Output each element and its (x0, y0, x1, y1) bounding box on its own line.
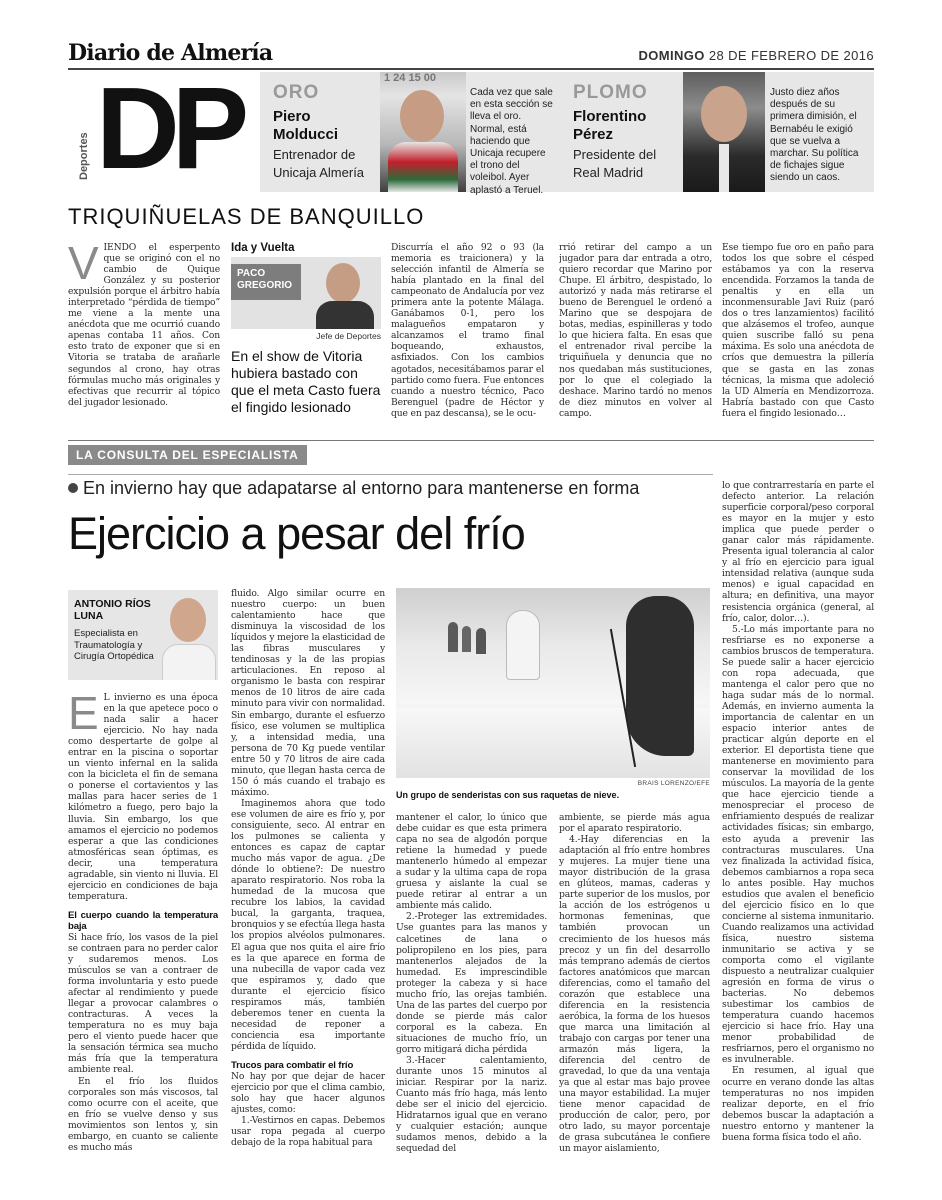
feature-text-5 (722, 480, 874, 1186)
kicker-rule (68, 474, 713, 475)
plomo-name-first: Florentino (573, 108, 647, 125)
section-vertical-label: Deportes (78, 132, 90, 180)
feature-paragraph-13: lo que contrarrestaría en parte el defecto anterior. La relación superficie corporal/peso corporal es mayor en la mujer y esto implica que puede perder o ganar calor más rápidamente. Presenta igual tolerancia al calor y al frío en ejercicio para igual intensidad relativa (aunque suda menos) e igual capacidad en altura; en definitiva, una mayor resistencia orgánica (general, al frío, calor, dolor…). (722, 480, 874, 624)
feature-author-face (170, 598, 206, 642)
hiker-1 (448, 622, 458, 652)
hiker-3 (476, 628, 486, 654)
feature-title-main: Ejercicio a pesar del (68, 508, 453, 559)
hiker-white-cape (506, 610, 540, 680)
column-section: Ida y Vuelta (231, 242, 295, 254)
feature-paragraph-8: mantener el calor, lo único que debe cuidar es que esta primera capa no sea de algodón porque retiene la humedad y puede mantenerlo húmedo al empezar a sudar y la ultima capa de ropa gruesa y aislante la cual se puede retirar al entrar a un ambiente más calido. (396, 812, 547, 912)
feature-subhead (68, 478, 639, 499)
feature-title-bold: frío (463, 508, 525, 559)
weekday: DOMINGO (638, 48, 705, 63)
feature-paragraph-14: 5.-Lo más importante para no resfriarse es no exponerse a cambios bruscos de temperatura. Se puede salir a hacer ejercicio con ropa adecuada, que mantenga el calor pero que no haga sudar más de lo normal. Además, en invierno aumenta la importancia de calentar en un espacio interior antes de practicar algún deporte en el exterior. El deportista tiene que mantenerse en movimiento para conservar la movilidad de los músculos. La mayoría de la gente que hace ejercicio tiende a menospreciar el proceso de enfriamiento después de realizar actividades físicas; sin embargo, esto ayuda a prevenir las contracturas musculares. Una vez finalizada la actividad física, debemos cambiarnos a ropa seca lo antes posible. Hay muchos estudios que avalen el beneficio del ejercicio físico en lo que concierne al sistema inmunitario. Cuando realizamos una actividad física, nuestro sistema inmunitario se activa y se comporta como el vigilante dispuesto a neutralizar cualquier agresión en forma de virus o bacterias. No debemos subestimar los cambios de temperatura cuando hacemos ejercicio si hace frío. Hay una menor probabilidad de resfriarnos, pero el organismo no es invulnerable. (722, 623, 874, 1066)
feature-author-photo (158, 590, 218, 680)
plomo-name (573, 108, 646, 144)
oro-name-last: Molducci (273, 126, 339, 143)
plomo-name-last: Pérez (573, 126, 614, 143)
feature-text-2 (231, 588, 385, 1162)
plomo-text: Justo diez años después de su primera dimisión, el Bernabéu le exigió que se vuelva a marchar. Su política de fichajes sigue siendo un caos. (770, 87, 859, 184)
column-text-2 (391, 242, 544, 427)
section-divider (68, 440, 874, 441)
feature-author-coat (162, 644, 216, 680)
oro-role (273, 146, 364, 182)
feature-kicker: LA CONSULTA DEL ESPECIALISTA (68, 445, 307, 465)
feature-author-role: Especialista en Traumatología y Cirugía Ortopédica (74, 628, 154, 662)
feature-paragraph-10: 3.-Hacer calentamiento, durante unos 15 minutos al iniciar. Respirar por la nariz. Cuanto más frío haga, más lento debe ser el inicio del ejercicio. Hidratarnos igual que en verano y cualquier estación; aunque sudamos menos, debido a la sequedad del (396, 1055, 547, 1155)
column-text-1 (68, 242, 220, 427)
feature-paragraph-6: No hay por que dejar de hacer ejercicio por que el clima cambio, solo hay que hacer algunos ajustes, como: (231, 1070, 385, 1116)
oro-role-line2: Unicaja Almería (273, 165, 365, 180)
feature-paragraph-4: fluido. Algo similar ocurre en nuestro cuerpo: un buen calentamiento hace que disminuya la viscosidad de los líquidos y mejore la elasticidad de las fibras musculares y tendinosas y la de las propias articulaciones. En reposo al organismo le basta con respirar menos de 10 litros de aire cada minuto para vivir con normalidad. Sin embargo, durante el esfuerzo físico, ese volumen se multiplica y, a intensidad media, una persona de 70 Kg puede ventilar entre 50 y 70 litros de aire cada minuto, que llegan hasta cerca de 150 ó más cuando el trabajo es máximo. (231, 588, 385, 798)
oro-text: Cada vez que sale en esta sección se lleva el oro. Normal, está haciendo que Unicaja recupere el trono del voleibol. Ayer aplastó a Teruel. (470, 87, 553, 196)
issue-date (638, 48, 874, 63)
feature-paragraph-2: Si hace frío, los vasos de la piel se contraen para no perder calor y sudaremos menos. Los músculos se van a contraer de forma involuntaria y esto puede afectar al rendimiento y puede llegar a provocar calambres o contracturas. A veces la temperatura no es muy baja pero el viento puede hacer que la sensación térmica sea mucho más fría que la temperatura ambiente real. (68, 931, 218, 1076)
feature-text-4 (559, 812, 710, 1162)
snow-photo (396, 588, 710, 778)
plomo-label: PLOMO (573, 82, 648, 103)
feature-author-name: ANTONIO RÍOS LUNA (74, 598, 151, 622)
oro-photo-scoreboard: 1 24 15 00 (384, 72, 436, 84)
oro-label: ORO (273, 82, 320, 103)
column-title: TRIQUIÑUELAS DE BANQUILLO (68, 204, 425, 229)
newspaper-logo: Diario de Almería (68, 40, 273, 66)
column-paragraph-3: rrió retirar del campo a un jugador para dar entrada a otro, quiero recordar que Marino por Chupe. El árbitro, despistado, lo autorizó y nada más retirarse el bueno de Berenguel le ordenó a Marino que se despojara de botas, medias, espinilleras y todo lo que hiciera falta. En esas que el entrenador rival percibe la triquiñuela y denuncia que no nos quedaban más sustituciones, por lo que el colegiado la deshace. Marino tardó no menos de diez minutos en volver al campo. (559, 242, 712, 419)
oro-name (273, 108, 338, 144)
oro-face (400, 90, 444, 142)
oro-photo (380, 72, 466, 192)
feature-title (68, 508, 525, 560)
feature-text-3 (396, 812, 547, 1162)
photo-caption: Un grupo de senderistas con sus raquetas de nieve. (396, 790, 620, 800)
plomo-photo (683, 72, 765, 192)
feature-paragraph-9: 2.-Proteger las extremidades. Use guantes para las manos y calcetines de lana o polipropileno en los pies, para mantenerlos alejados de la humedad. Es imprescindible proteger la cabeza y si hace mucho frío, las orejas también. Una de las partes del cuerpo por donde se pierde más calor corporal es la cabeza. En situaciones de mucho frío, un gorro mitigará dicha pérdida (396, 911, 547, 1055)
plomo-role (573, 146, 656, 182)
plomo-role-line1: Presidente del (573, 147, 657, 162)
feature-paragraph-12: 4.-Hay diferencias en la adaptación al frío entre hombres y mujeres. La mujer tiene una mayor distribución de la grasa en glúteos, mamas, caderas y parte superior de los muslos, por la acción de los estrógenos u hormonas femeninas, que también provocan un crecimiento de los huesos más precoz y un fin del desarrollo más temprano además de ciertos factores anatómicos que marcan diferencias, como el tamaño del corazón que establece una diferencia en la resistencia aeróbica, la forma de los huesos que marca una limitación al trabajo con cargas por tener una armazón más ligera, la diferencia del centro de gravedad, lo que da una ventaja ya que al estar mas bajo provee una mayor estabilidad. La mujer tiene menor capacidad de producción de calor, pero, por otro lado, su mayor porcentaje de grasa subcutánea le confiere un mayor aislamiento, (559, 834, 710, 1155)
plomo-face (701, 86, 747, 142)
author-last-name: GREGORIO (237, 280, 293, 291)
feature-text-1 (68, 692, 218, 1162)
oro-name-first: Piero (273, 108, 311, 125)
author-photo (310, 257, 380, 329)
feature-paragraph-11: ambiente, se pierde más agua por el aparato respiratorio. (559, 812, 710, 835)
column-paragraph-1: IENDO el esperpento que se originó con el no cambio de Quique González y su posterior expulsión porque el árbitro había interpretado “pérdida de tiempo” me viene a la mente una anécdota que me ocurrió cuando apenas contaba 11 años. Con esto trato de exponer que si en Vitoria se trataba de arañarle segundos al crono, hay otras fórmulas mucho más originales y efectivas que recurrir al tópico del jugador lesionado. (68, 242, 220, 408)
feature-subhead-text: En invierno hay que adapatarse al entorno para mantenerse en forma (83, 478, 640, 498)
feature-subheading-2: Trucos para combatir el frío (231, 1059, 354, 1071)
feature-dropcap: E (68, 692, 99, 739)
column-pull-quote: En el show de Vitoria hubiera bastado con que el meta Casto fuera el fingido lesionado (231, 348, 381, 415)
author-first-name: PACO (237, 268, 266, 279)
feature-paragraph-1: L invierno es una época en la que apetece poco o nada salir a hacer ejercicio. No hay nada como despertarte de golpe al entrar en la piscina o soportar un viento infernal en la salida con la bicicleta el fin de semana o ponerse el cortavientos y las mallas para hacer series de 1 kilómetro a fuego, pero bajo la lluvia. Sin embargo, los que amamos el ejercicio no podemos esperar a que las condiciones atmosféricas sean óptimas, es decir, una temperatura agradable, sin viento ni lluvia. El ejercicio en condiciones de baja temperatura. (68, 692, 218, 902)
author-jacket (316, 301, 374, 329)
plomo-shirt (719, 144, 729, 192)
feature-paragraph-7: 1.-Vestirnos en capas. Debemos usar ropa pegada al cuerpo debajo de la ropa habitual para (231, 1115, 385, 1149)
feature-subheading-1: El cuerpo cuando la temperatura baja (68, 909, 218, 932)
hiker-dark-cape (626, 596, 694, 756)
oro-role-line1: Entrenador de (273, 147, 356, 162)
hiker-2 (462, 626, 471, 652)
author-name-badge (231, 264, 301, 300)
plomo-role-line2: Real Madrid (573, 165, 644, 180)
date: 28 DE FEBRERO DE 2016 (708, 48, 874, 63)
section-logo: DP (96, 63, 242, 193)
photo-credit: BRAIS LORENZO/EFE (637, 780, 710, 787)
author-face (326, 263, 360, 303)
feature-paragraph-15: En resumen, al igual que ocurre en verano donde las altas temperaturas no nos impiden realizar deporte, en el frío debemos buscar la adaptación a nuestro entorno y mantener la buena forma física todo el año. (722, 1065, 874, 1143)
feature-paragraph-3: En el frío los fluidos corporales son más viscosos, tal como ocurre con el aceite, que en frío se vuelve denso y sus movimientos son lentos y, sin embargo, en cuanto se caliente es mucho más (68, 1075, 218, 1153)
column-dropcap: V (68, 242, 99, 289)
column-paragraph-4: Ese tiempo fue oro en paño para todos los que sobre el césped estábamos ya con la reserva encendida. Forzamos la tanda de penaltis y en ella un inconmensurable Javi Ruiz (paró dos o tres lanzamientos) facilitó que alzásemos el trofeo, aunque quien suscribe falló su pena máxima. Es solo una anécdota de críos que demuestra la pillería que se gasta en las zonas técnicas, la misma que adoleció la UD Almería en Mendizorroza. Habría bastado con que Casto fuera el fingido lesionado… (722, 242, 874, 419)
author-role: Jefe de Deportes (316, 331, 381, 341)
column-text-3 (559, 242, 712, 427)
oro-shirt (388, 142, 458, 192)
column-paragraph-2: Discurría el año 92 o 93 (la memoria es traicionera) y la selección infantil de Almería se había plantado en la final del campeonato de Andalucía por vez primera ante la potente Málaga. Ganábamos 0-1, pero los malagueños empataron y alcanzamos el tramo final boqueando, exhaustos, asfixiados. Con los cambios agotados, necesitábamos parar el partido como fuera. Fue entonces cuando a nuestro técnico, Paco Berenguel (padre de Héctor y que en paz descansa), se le ocu- (391, 242, 544, 419)
feature-paragraph-5: Imaginemos ahora que todo ese volumen de aire es frío y, por consiguiente, seco. Al entrar en los pulmones se calienta y entonces es capaz de captar mucho más vapor de agua. ¿De dónde lo obtiene?: De nuestro aparato respiratorio. Nos roba la humedad de la mucosa que recubre los labios, la cavidad bucal, la garganta, traquea, bronquios y se efectúa llega hasta los propios alvéolos pulmonares. El agua que nos quita el aire frío es la que aparece en forma de una nubecilla de vapor cada vez que espiramos y, dado que durante el ejercicio físico respiramos más, también deberemos tener en cuenta la necesidad de reponer a conciencia esa importante pérdida de líquido. (231, 797, 385, 1052)
column-text-4 (722, 242, 874, 427)
bullet-icon (68, 483, 78, 493)
